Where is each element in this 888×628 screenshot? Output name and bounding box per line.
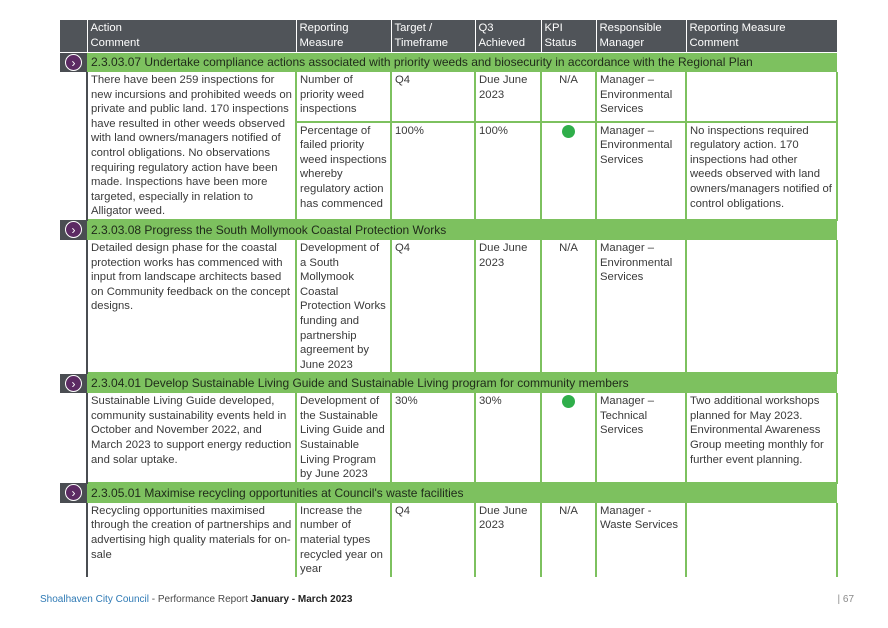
responsible-manager: Manager – Environmental Services — [596, 122, 686, 220]
table-row — [60, 393, 837, 483]
section-title: 2.3.04.01 Develop Sustainable Living Guide and Sustainable Living program for community members — [87, 373, 837, 393]
responsible-manager: Manager – Technical Services — [596, 393, 686, 483]
section-row — [60, 483, 837, 503]
header-icon-column — [60, 20, 87, 53]
kpi-status — [541, 122, 596, 220]
header-action-comment: Action Comment — [87, 20, 296, 53]
page-footer — [40, 594, 352, 605]
section-toggle[interactable] — [60, 53, 87, 73]
responsible-manager: Manager – Environmental Services — [596, 72, 686, 122]
reporting-measure-comment — [686, 503, 837, 577]
q3-achieved: Due June 2023 — [475, 240, 541, 373]
footer-report: - Performance Report — [148, 594, 251, 605]
header-responsible-manager: Responsible Manager — [596, 20, 686, 53]
action-comment: There have been 259 inspections for new incursions and prohibited weeds on private and public land. 170 inspections have resulted in other weeds observed with land owners/managers notified of control obligations. No observations requiring regulatory action have been made. Inspections have been more targeted, especially in relation to Alligator weed. — [87, 72, 296, 220]
header-q3-achieved: Q3 Achieved — [475, 20, 541, 53]
reporting-measure: Percentage of failed priority weed inspections whereby regulatory action has commenced — [296, 122, 391, 220]
q3-achieved: Due June 2023 — [475, 72, 541, 122]
target-timeframe: Q4 — [391, 240, 475, 373]
kpi-status — [541, 393, 596, 483]
responsible-manager: Manager – Environmental Services — [596, 240, 686, 373]
action-comment: Detailed design phase for the coastal protection works has commenced with input from landscape architects based on Community feedback on the concept designs. — [87, 240, 296, 373]
section-toggle[interactable] — [60, 220, 87, 240]
reporting-measure: Development of the Sustainable Living Guide and Sustainable Living Program by June 2023 — [296, 393, 391, 483]
action-comment: Sustainable Living Guide developed, community sustainability events held in October and November 2022, and March 2023 to support energy reduction and solar uptake. — [87, 393, 296, 483]
q3-achieved: Due June 2023 — [475, 503, 541, 577]
section-toggle[interactable] — [60, 373, 87, 393]
reporting-measure-comment — [686, 240, 837, 373]
reporting-measure: Number of priority weed inspections — [296, 72, 391, 122]
table-header-row — [60, 20, 837, 53]
section-title: 2.3.03.07 Undertake compliance actions associated with priority weeds and biosecurity in accordance with the Regional Plan — [87, 53, 837, 73]
header-kpi-status: KPI Status — [541, 20, 596, 53]
target-timeframe: Q4 — [391, 503, 475, 577]
action-comment: Recycling opportunities maximised through the creation of partnerships and advertising high quality materials for on-sale — [87, 503, 296, 577]
chevron-right-circle-icon: › — [65, 375, 82, 392]
reporting-measure: Development of a South Mollymook Coastal Protection Works funding and partnership agreement by June 2023 — [296, 240, 391, 373]
footer-period: January - March 2023 — [250, 594, 353, 605]
reporting-measure-comment: No inspections required regulatory action. 170 inspections had other weeds observed with land owners/managers notified of control obligations. — [686, 122, 837, 220]
section-row — [60, 373, 837, 393]
chevron-right-circle-icon: › — [65, 484, 82, 501]
q3-achieved: 100% — [475, 122, 541, 220]
table-row — [60, 240, 837, 373]
reporting-measure-comment — [686, 72, 837, 122]
kpi-status: N/A — [541, 72, 596, 122]
reporting-measure: Increase the number of material types recycled year on year — [296, 503, 391, 577]
page-number: | 67 — [837, 594, 854, 605]
section-row — [60, 220, 837, 240]
kpi-green-dot-icon — [562, 125, 575, 138]
header-reporting-measure-comment: Reporting Measure Comment — [686, 20, 837, 53]
kpi-status: N/A — [541, 240, 596, 373]
footer-org: Shoalhaven City Council — [40, 594, 149, 605]
header-target-timeframe: Target / Timeframe — [391, 20, 475, 53]
section-title: 2.3.03.08 Progress the South Mollymook Coastal Protection Works — [87, 220, 837, 240]
chevron-right-circle-icon: › — [65, 54, 82, 71]
performance-table — [60, 20, 838, 577]
section-toggle[interactable] — [60, 483, 87, 503]
responsible-manager: Manager - Waste Services — [596, 503, 686, 577]
chevron-right-circle-icon: › — [65, 221, 82, 238]
q3-achieved: 30% — [475, 393, 541, 483]
reporting-measure-comment: Two additional workshops planned for May 2023. Environmental Awareness Group meeting monthly for further event planning. — [686, 393, 837, 483]
header-reporting-measure: Reporting Measure — [296, 20, 391, 53]
kpi-status: N/A — [541, 503, 596, 577]
target-timeframe: Q4 — [391, 72, 475, 122]
target-timeframe: 100% — [391, 122, 475, 220]
section-row — [60, 53, 837, 73]
section-title: 2.3.05.01 Maximise recycling opportunities at Council's waste facilities — [87, 483, 837, 503]
target-timeframe: 30% — [391, 393, 475, 483]
kpi-green-dot-icon — [562, 395, 575, 408]
table-row — [60, 72, 837, 122]
table-row — [60, 503, 837, 577]
